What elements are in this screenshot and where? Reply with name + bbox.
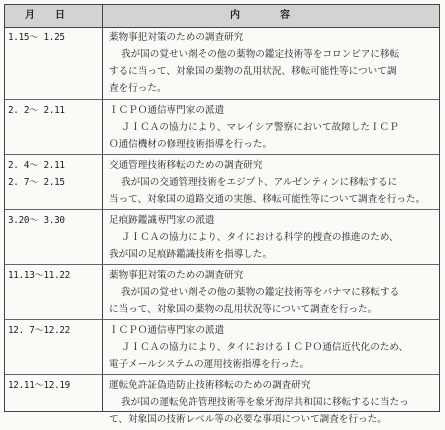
row-line <box>5 63 439 80</box>
entry-body-line: て、対象国の技術レベル等の必要な事項について調査を行った。 <box>109 414 387 425</box>
entry-body-line: 査を行った。 <box>109 83 167 94</box>
entry-date: 2. 7～ 2.15 <box>8 177 65 188</box>
entry-title: 交通管理技術移転のための調査研究 <box>109 160 263 171</box>
row-line <box>5 356 439 373</box>
date-column-header: 月 日 <box>25 10 65 21</box>
row-line <box>5 102 439 119</box>
row-line <box>5 301 439 318</box>
entry-body-line: ＪＩＣＡの協力により、タイにおけるＩＣＰＯ通信近代化のため、 <box>121 342 409 353</box>
row-line <box>5 157 439 174</box>
table-row <box>5 374 439 430</box>
row-line <box>5 267 439 284</box>
entry-title: ＩＣＰＯ通信専門家の派遣 <box>109 325 225 336</box>
row-line <box>5 119 439 136</box>
row-line <box>5 191 439 208</box>
row-line <box>5 29 439 46</box>
entry-date: 2. 4～ 2.11 <box>8 160 65 171</box>
entry-body-line: に当って、対象国の薬物の乱用状況等について調査を行った。 <box>109 304 378 315</box>
entry-title: 運転免許証偽造防止技術移転のための調査研究 <box>109 380 311 391</box>
content-column-header: 内 容 <box>230 10 290 21</box>
entry-date: 1.15～ 1.25 <box>8 32 65 43</box>
entry-date: 12. 7～12.22 <box>8 325 70 336</box>
row-line <box>5 46 439 63</box>
entry-body-line: ＪＩＣＡの協力により、マレイシア警察において故障したＩＣＰ <box>121 122 399 133</box>
entry-body-line: 我が国の運転免許管理技術等を象牙海岸共和国に移転するに当たっ <box>121 397 409 408</box>
row-line <box>5 80 439 97</box>
table-row <box>5 319 439 375</box>
table-row <box>5 264 439 320</box>
row-line <box>5 174 439 191</box>
table-row <box>5 209 439 265</box>
entry-body-line: 我が国の覚せい剤その他の薬物の鑑定技術等をコロンビアに移転 <box>121 49 400 60</box>
table-row <box>5 154 439 210</box>
row-line <box>5 322 439 339</box>
row-line <box>5 229 439 246</box>
entry-date: 3.20～ 3.30 <box>8 215 65 226</box>
entry-title: ＩＣＰＯ通信専門家の派遣 <box>109 105 225 116</box>
entry-body-line: 我が国の足痕跡鑑識技術を指導した。 <box>109 249 273 260</box>
row-line <box>5 411 439 428</box>
row-line <box>5 394 439 411</box>
entry-title: 薬物事犯対策のための調査研究 <box>109 32 244 43</box>
entry-body-line: 我が国の交通管理技術をエジプト、アルゼンティンに移転するに <box>121 177 398 188</box>
row-line <box>5 377 439 394</box>
row-line <box>5 212 439 229</box>
entry-date: 11.13～11.22 <box>8 270 70 281</box>
activity-table <box>4 4 440 425</box>
entry-date: 12.11～12.19 <box>8 380 70 391</box>
row-line <box>5 339 439 356</box>
entry-title: 薬物事犯対策のための調査研究 <box>109 270 244 281</box>
table-header <box>5 5 439 28</box>
row-line <box>5 136 439 153</box>
row-line <box>5 284 439 301</box>
entry-body-line: 我が国の覚せい剤その他の薬物の鑑定技術等をパナマに移転する <box>121 287 400 298</box>
entry-body-line: Ｏ通信機材の修理技術指導を行った。 <box>109 139 273 150</box>
row-line <box>5 246 439 263</box>
table-row <box>5 27 439 99</box>
entry-date: 2. 2～ 2.11 <box>8 105 65 116</box>
entry-title: 足痕跡鑑識専門家の派遣 <box>109 215 215 226</box>
entry-body-line: 電子メールシステムの運用技術指導を行った。 <box>109 359 310 370</box>
table-row <box>5 99 439 155</box>
entry-body-line: ＪＩＣＡの協力により、タイにおける科学的捜査の推進のため、 <box>121 232 399 243</box>
entry-body-line: 当って、対象国の道路交通の実態、移転可能性等について調査を行った。 <box>109 194 426 205</box>
entry-body-line: するに当って、対象国の薬物の乱用状況、移転可能性等について調 <box>109 66 397 77</box>
